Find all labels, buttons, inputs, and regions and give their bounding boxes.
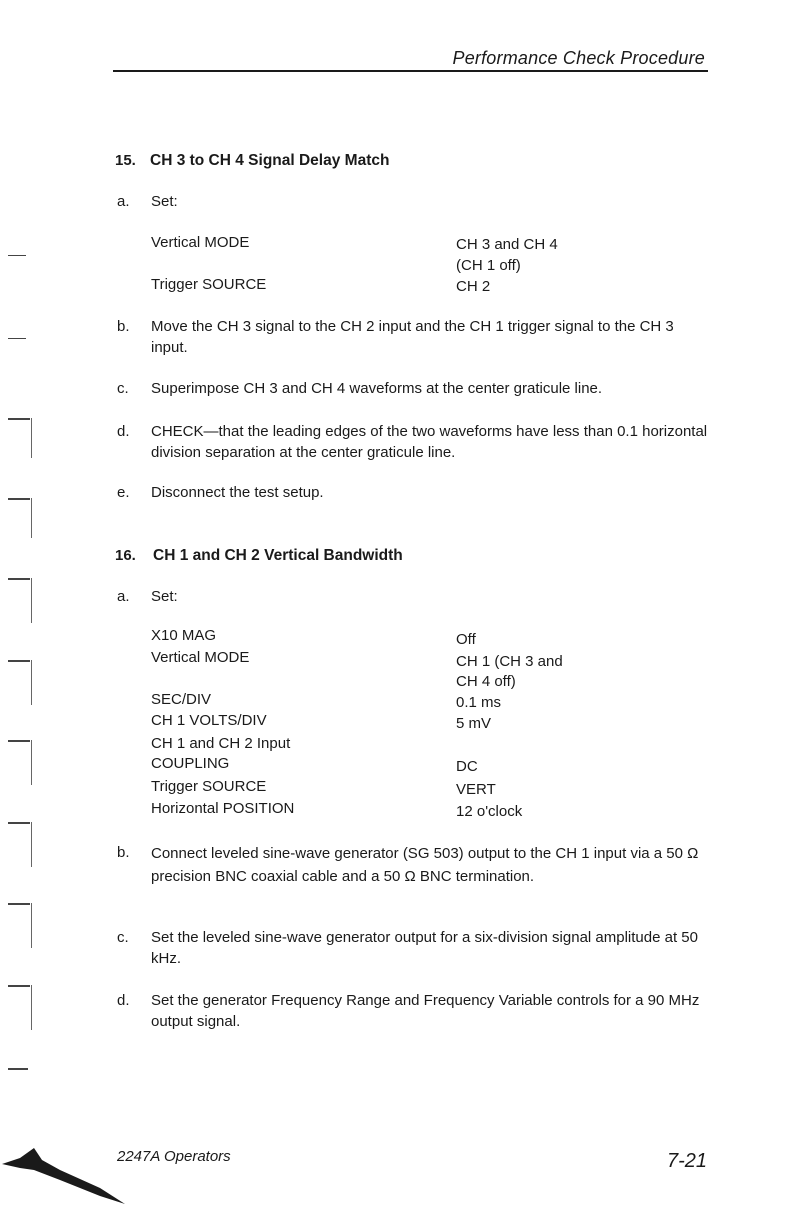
header-rule [113, 70, 708, 72]
tab-mark [8, 660, 34, 662]
section-15-number: 15. [115, 152, 136, 169]
setting-value: 0.1 ms [456, 694, 502, 711]
setting-value: CH 2 [456, 278, 491, 295]
step-15b-letter: b. [117, 318, 130, 335]
step-16c-letter: c. [117, 929, 129, 946]
corner-swoosh-icon [0, 1140, 140, 1220]
setting-value: 12 o'clock [456, 803, 523, 820]
tab-mark [8, 255, 34, 256]
setting-label: Vertical MODE [151, 234, 250, 251]
step-15c-text: Superimpose CH 3 and CH 4 waveforms at the center graticule line. [151, 380, 603, 397]
tab-mark [8, 740, 34, 742]
step-15b-text: Move the CH 3 signal to the CH 2 input and the CH 1 trigger signal to the CH 3 input. [151, 318, 674, 356]
setting-value: CH 1 (CH 3 and [456, 653, 563, 670]
page-number: 7-21 [666, 1150, 707, 1172]
step-15e-text: Disconnect the test setup. [151, 484, 324, 501]
step-15d-letter: d. [117, 423, 130, 440]
setting-value: VERT [456, 781, 496, 798]
step-16c-text: Set the leveled sine-wave generator output for a six-division signal amplitude at 50 kHz. [151, 929, 698, 967]
section-16-number: 16. [115, 547, 136, 564]
step-15a-text: Set: [151, 193, 178, 210]
setting-value: Off [456, 631, 476, 648]
setting-value: DC [456, 758, 478, 775]
setting-label: SEC/DIV [151, 691, 212, 708]
setting-label: Trigger SOURCE [151, 778, 267, 795]
step-16d-letter: d. [117, 992, 130, 1009]
step-16d-text: Set the generator Frequency Range and Frequency Variable controls for a 90 MHz output signal. [151, 992, 700, 1030]
tab-mark [8, 1068, 34, 1070]
tab-mark [8, 903, 34, 905]
tab-mark [8, 418, 34, 420]
section-16-title: CH 1 and CH 2 Vertical Bandwidth [153, 547, 403, 564]
step-16b-text: Connect leveled sine-wave generator (SG 503) output to the CH 1 input via a 50 Ω precision BNC coaxial cable and a 50 Ω BNC termination. [151, 845, 699, 885]
setting-value: CH 4 off) [456, 673, 516, 690]
step-15e-letter: e. [117, 484, 130, 501]
step-16b-letter: b. [117, 844, 130, 861]
step-16a-text: Set: [151, 588, 178, 605]
setting-label: COUPLING [151, 755, 230, 772]
section-15-title: CH 3 to CH 4 Signal Delay Match [150, 152, 390, 169]
setting-label: CH 1 and CH 2 Input [151, 735, 291, 752]
setting-label: Trigger SOURCE [151, 276, 267, 293]
setting-label: X10 MAG [151, 627, 217, 644]
tab-mark [8, 985, 34, 987]
running-head: Performance Check Procedure [452, 48, 705, 68]
tab-mark [8, 822, 34, 824]
binder-edge-marks [0, 0, 60, 1224]
tab-mark [8, 338, 34, 339]
tab-mark [8, 498, 34, 500]
setting-label: CH 1 VOLTS/DIV [151, 712, 267, 729]
setting-value: 5 mV [456, 715, 492, 732]
step-15a-letter: a. [117, 193, 130, 210]
step-16a-letter: a. [117, 588, 130, 605]
tab-mark [8, 578, 34, 580]
step-15d-text: CHECK—that the leading edges of the two waveforms have less than 0.1 horizontal division separation at the center graticule line. [151, 423, 708, 461]
step-15c-letter: c. [117, 380, 129, 397]
setting-label: Horizontal POSITION [151, 800, 295, 817]
setting-label: Vertical MODE [151, 649, 250, 666]
setting-value: (CH 1 off) [456, 257, 521, 274]
footer-manual-title: 2247A Operators [117, 1148, 231, 1165]
setting-value: CH 3 and CH 4 [456, 236, 558, 253]
